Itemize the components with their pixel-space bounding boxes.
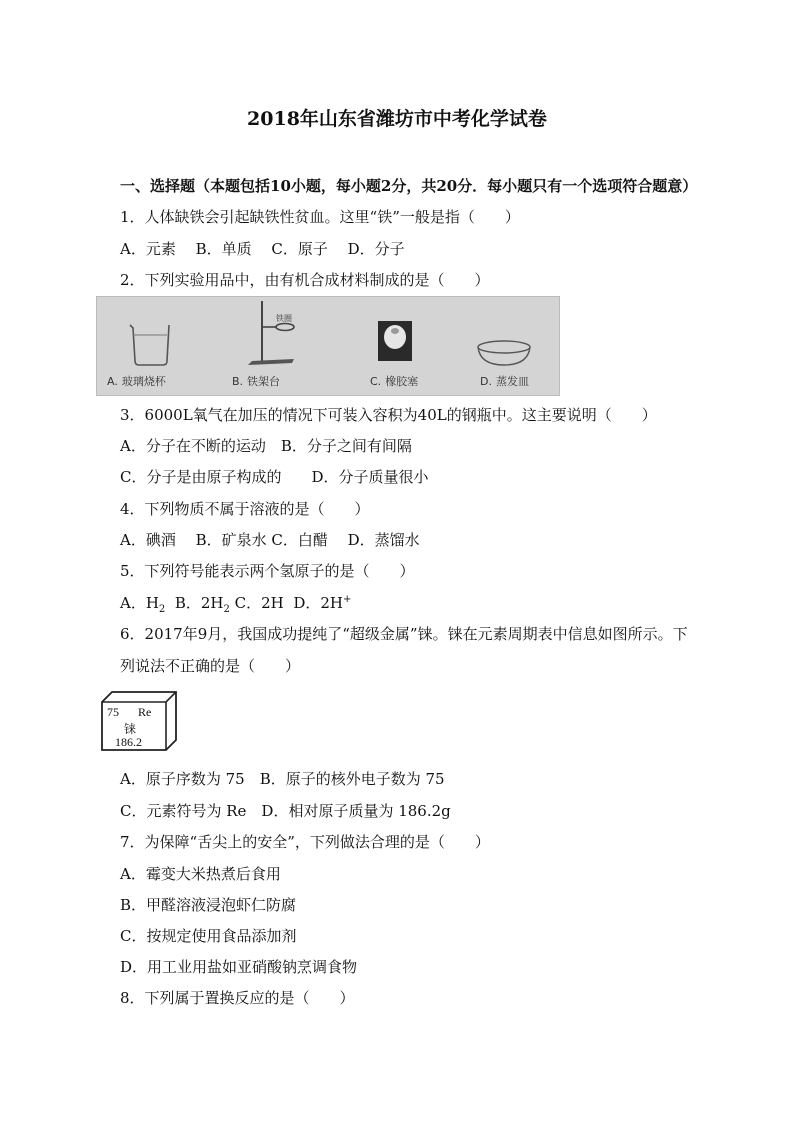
figure-item-evaporating-dish [444, 297, 559, 395]
question-5-options: A．$H_2$ B．$2H_2$ C．2H D．2H+ [120, 594, 352, 615]
figure-label-b: B. 铁架台 [232, 375, 281, 388]
question-1-stem: 1．人体缺铁会引起缺铁性贫血。这里“铁”一般是指（ ） [120, 208, 520, 226]
element-name: 铼 [124, 722, 137, 736]
question-8-stem: 8．下列属于置换反应的是（ ） [120, 989, 355, 1007]
figure-label-d: D. 蒸发皿 [480, 375, 529, 388]
iron-ring-tag: 铁圈 [276, 314, 292, 323]
beaker-icon [97, 297, 212, 372]
periodic-element-box [100, 690, 178, 750]
question-3-options-cd: C．分子是由原子构成的 D．分子质量很小 [120, 468, 429, 486]
question-4-options: A．碘酒 B．矿泉水 C．白醋 D．蒸馏水 [120, 531, 420, 549]
question-3-options-ab: A．分子在不断的运动 B．分子之间有间隔 [120, 437, 412, 455]
question-6-stem-line2: 列说法不正确的是（ ） [120, 657, 301, 675]
rubber-stopper-icon [334, 297, 449, 372]
question-5-stem: 5．下列符号能表示两个氢原子的是（ ） [120, 562, 415, 580]
figure-item-iron-stand [222, 297, 337, 395]
page-title: 2018年山东省潍坊市中考化学试卷 [247, 108, 547, 130]
figure-label-a: A. 玻璃烧杯 [107, 375, 166, 388]
question-1-options: A．元素 B．单质 C．原子 D．分子 [120, 240, 405, 258]
element-mass: 186.2 [115, 735, 142, 749]
figure-item-rubber-stopper [334, 297, 449, 395]
figure-label-c: C. 橡胶塞 [370, 375, 419, 388]
question-7-option-b: B．甲醛溶液浸泡虾仁防腐 [120, 896, 297, 914]
iron-stand-icon [222, 297, 337, 372]
element-symbol: Re [138, 705, 152, 719]
question-3-stem: 3．6000L氧气在加压的情况下可装入容积为40L的钢瓶中。这主要说明（ ） [120, 406, 657, 424]
question-6-options-ab: A．原子序数为 75 B．原子的核外电子数为 75 [120, 770, 445, 788]
figure-item-beaker [97, 297, 212, 395]
question-7-stem: 7．为保障“舌尖上的安全”，下列做法合理的是（ ） [120, 833, 490, 851]
question-7-option-d: D．用工业用盐如亚硝酸钠烹调食物 [120, 958, 358, 976]
question-2-stem: 2．下列实验用品中，由有机合成材料制成的是（ ） [120, 271, 490, 289]
lab-equipment-figure [96, 296, 560, 396]
element-atomic-number: 75 [107, 705, 119, 719]
section-heading: 一、选择题（本题包括10小题，每小题2分，共20分．每小题只有一个选项符合题意） [120, 177, 698, 195]
question-6-options-cd: C．元素符号为 Re D．相对原子质量为 186.2g [120, 802, 451, 820]
question-4-stem: 4．下列物质不属于溶液的是（ ） [120, 500, 370, 518]
evaporating-dish-icon [444, 297, 559, 372]
question-7-option-c: C．按规定使用食品添加剂 [120, 927, 297, 945]
question-6-stem-line1: 6．2017年9月，我国成功提纯了“超级金属”铼。铼在元素周期表中信息如图所示。下 [120, 625, 688, 643]
question-7-option-a: A．霉变大米热煮后食用 [120, 865, 281, 883]
